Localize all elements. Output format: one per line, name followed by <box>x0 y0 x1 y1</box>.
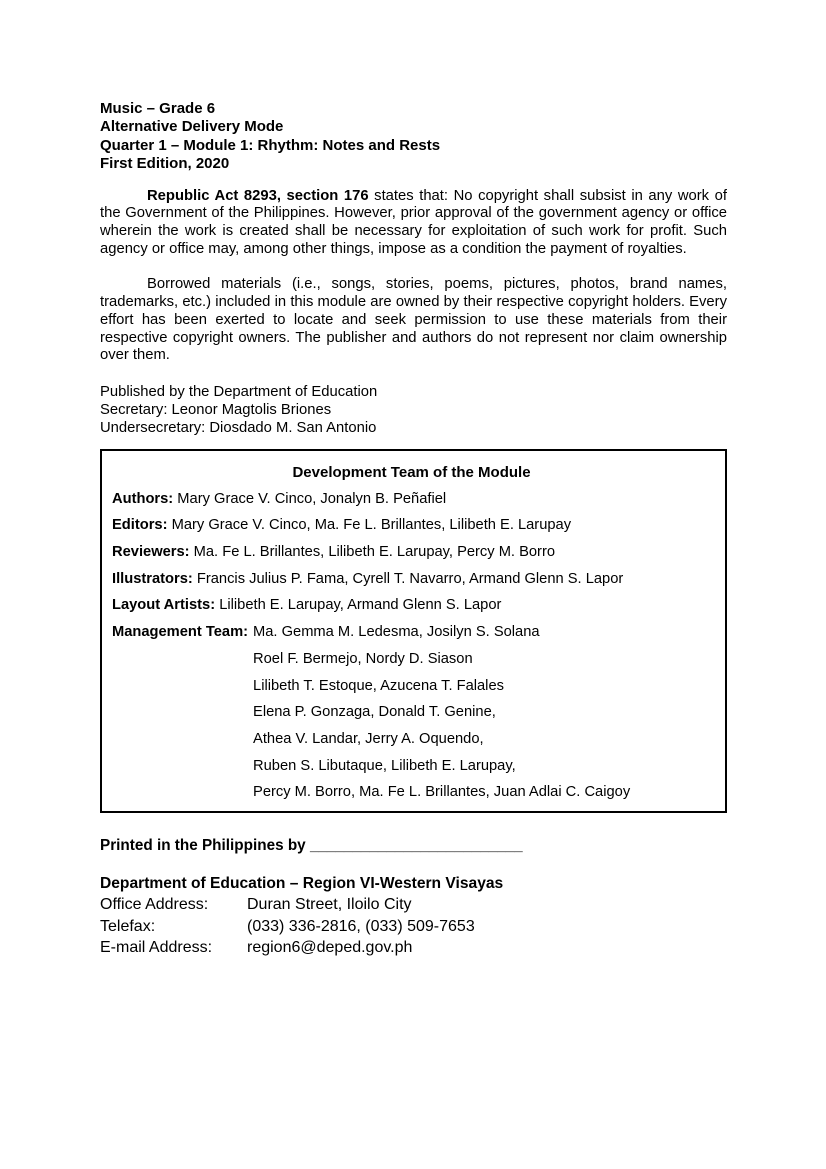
editors-label: Editors: <box>112 517 168 534</box>
republic-act-bold-text: Republic Act 8293, section 176 <box>147 187 369 204</box>
published-by-line: Published by the Department of Education <box>100 383 378 400</box>
reviewers-names: Ma. Fe L. Brillantes, Lilibeth E. Larupay, Percy M. Borro <box>193 544 556 561</box>
illustrators-label: Illustrators: <box>112 570 193 587</box>
printed-in-philippines-line <box>100 837 727 855</box>
layout-artists-label: Layout Artists: <box>112 597 216 614</box>
management-names-line: Percy M. Borro, Ma. Fe L. Brillantes, Juan Adlai C. Caigoy <box>253 784 631 801</box>
reviewers-label: Reviewers: <box>112 544 190 561</box>
development-team-box <box>100 449 727 813</box>
authors-row <box>112 491 711 509</box>
published-by-block <box>100 383 727 437</box>
management-names-line: Roel F. Bermejo, Nordy D. Siason <box>253 650 473 667</box>
management-team-label: Management Team: <box>112 624 249 641</box>
publisher-name: Department of Education – Region VI-Western Visayas <box>100 875 504 893</box>
copyright-notice-text: states that: No copyright shall subsist in any work of the Government of the Philippines. However, prior approval of the government agency or office wherein the work is created shall be necessary for exploitation of such work for profit. Such agency or office may, among other things, impose as a condition the payment of royalties. <box>100 187 727 257</box>
module-edition-line: First Edition, 2020 <box>100 155 230 173</box>
illustrators-names: Francis Julius P. Fama, Cyrell T. Navarro, Armand Glenn S. Lapor <box>196 570 624 587</box>
borrowed-materials-paragraph: Borrowed materials (i.e., songs, stories, poems, pictures, photos, brand names, trademarks, etc.) included in this module are owned by their respective copyright holders. Every effort has been exerted to locate and seek permission to use these materials from their respective copyright owners. The publisher and authors do not represent nor claim ownership over them. <box>100 276 727 364</box>
management-names-line: Ma. Gemma M. Ledesma, Josilyn S. Solana <box>253 624 540 641</box>
undersecretary-line: Undersecretary: Diosdado M. San Antonio <box>100 419 377 436</box>
module-mode-line: Alternative Delivery Mode <box>100 118 284 136</box>
telefax-label: Telefax: <box>100 917 156 935</box>
management-names-line: Ruben S. Libutaque, Lilibeth E. Larupay, <box>253 757 516 774</box>
management-names-line: Lilibeth T. Estoque, Azucena T. Falales <box>253 677 504 694</box>
management-names-line: Athea V. Landar, Jerry A. Oquendo, <box>253 730 484 747</box>
illustrators-row <box>112 571 711 589</box>
email-address-row <box>100 937 727 959</box>
email-address-label: E-mail Address: <box>100 939 213 957</box>
editors-row <box>112 517 711 535</box>
publisher-contact-block <box>100 874 727 959</box>
module-subject-line: Music – Grade 6 <box>100 100 216 117</box>
printer-blank-line: _________________________ <box>309 837 523 855</box>
telefax-value: (033) 336-2816, (033) 509-7653 <box>247 917 475 935</box>
authors-names: Mary Grace V. Cinco, Jonalyn B. Peñafiel <box>177 490 447 507</box>
telefax-row <box>100 916 727 938</box>
office-address-label: Office Address: <box>100 896 209 914</box>
office-address-row <box>100 894 727 916</box>
reviewers-row <box>112 544 711 562</box>
layout-artists-row <box>112 597 711 615</box>
development-team-title: Development Team of the Module <box>292 463 531 481</box>
management-team-row <box>112 624 711 802</box>
authors-label: Authors: <box>112 490 174 507</box>
printed-in-philippines-label: Printed in the Philippines by <box>100 837 310 855</box>
copyright-notice-paragraph <box>100 188 727 259</box>
office-address-value: Duran Street, Iloilo City <box>247 896 412 914</box>
module-header <box>100 100 727 174</box>
module-quarter-line: Quarter 1 – Module 1: Rhythm: Notes and Rests <box>100 136 441 154</box>
management-names-line: Elena P. Gonzaga, Donald T. Genine, <box>253 704 496 721</box>
email-address-value: region6@deped.gov.ph <box>247 939 413 957</box>
management-team-names <box>253 624 711 802</box>
secretary-line: Secretary: Leonor Magtolis Briones <box>100 401 332 418</box>
editors-names: Mary Grace V. Cinco, Ma. Fe L. Brillantes, Lilibeth E. Larupay <box>171 517 572 534</box>
layout-artists-names: Lilibeth E. Larupay, Armand Glenn S. Lapor <box>219 597 502 614</box>
